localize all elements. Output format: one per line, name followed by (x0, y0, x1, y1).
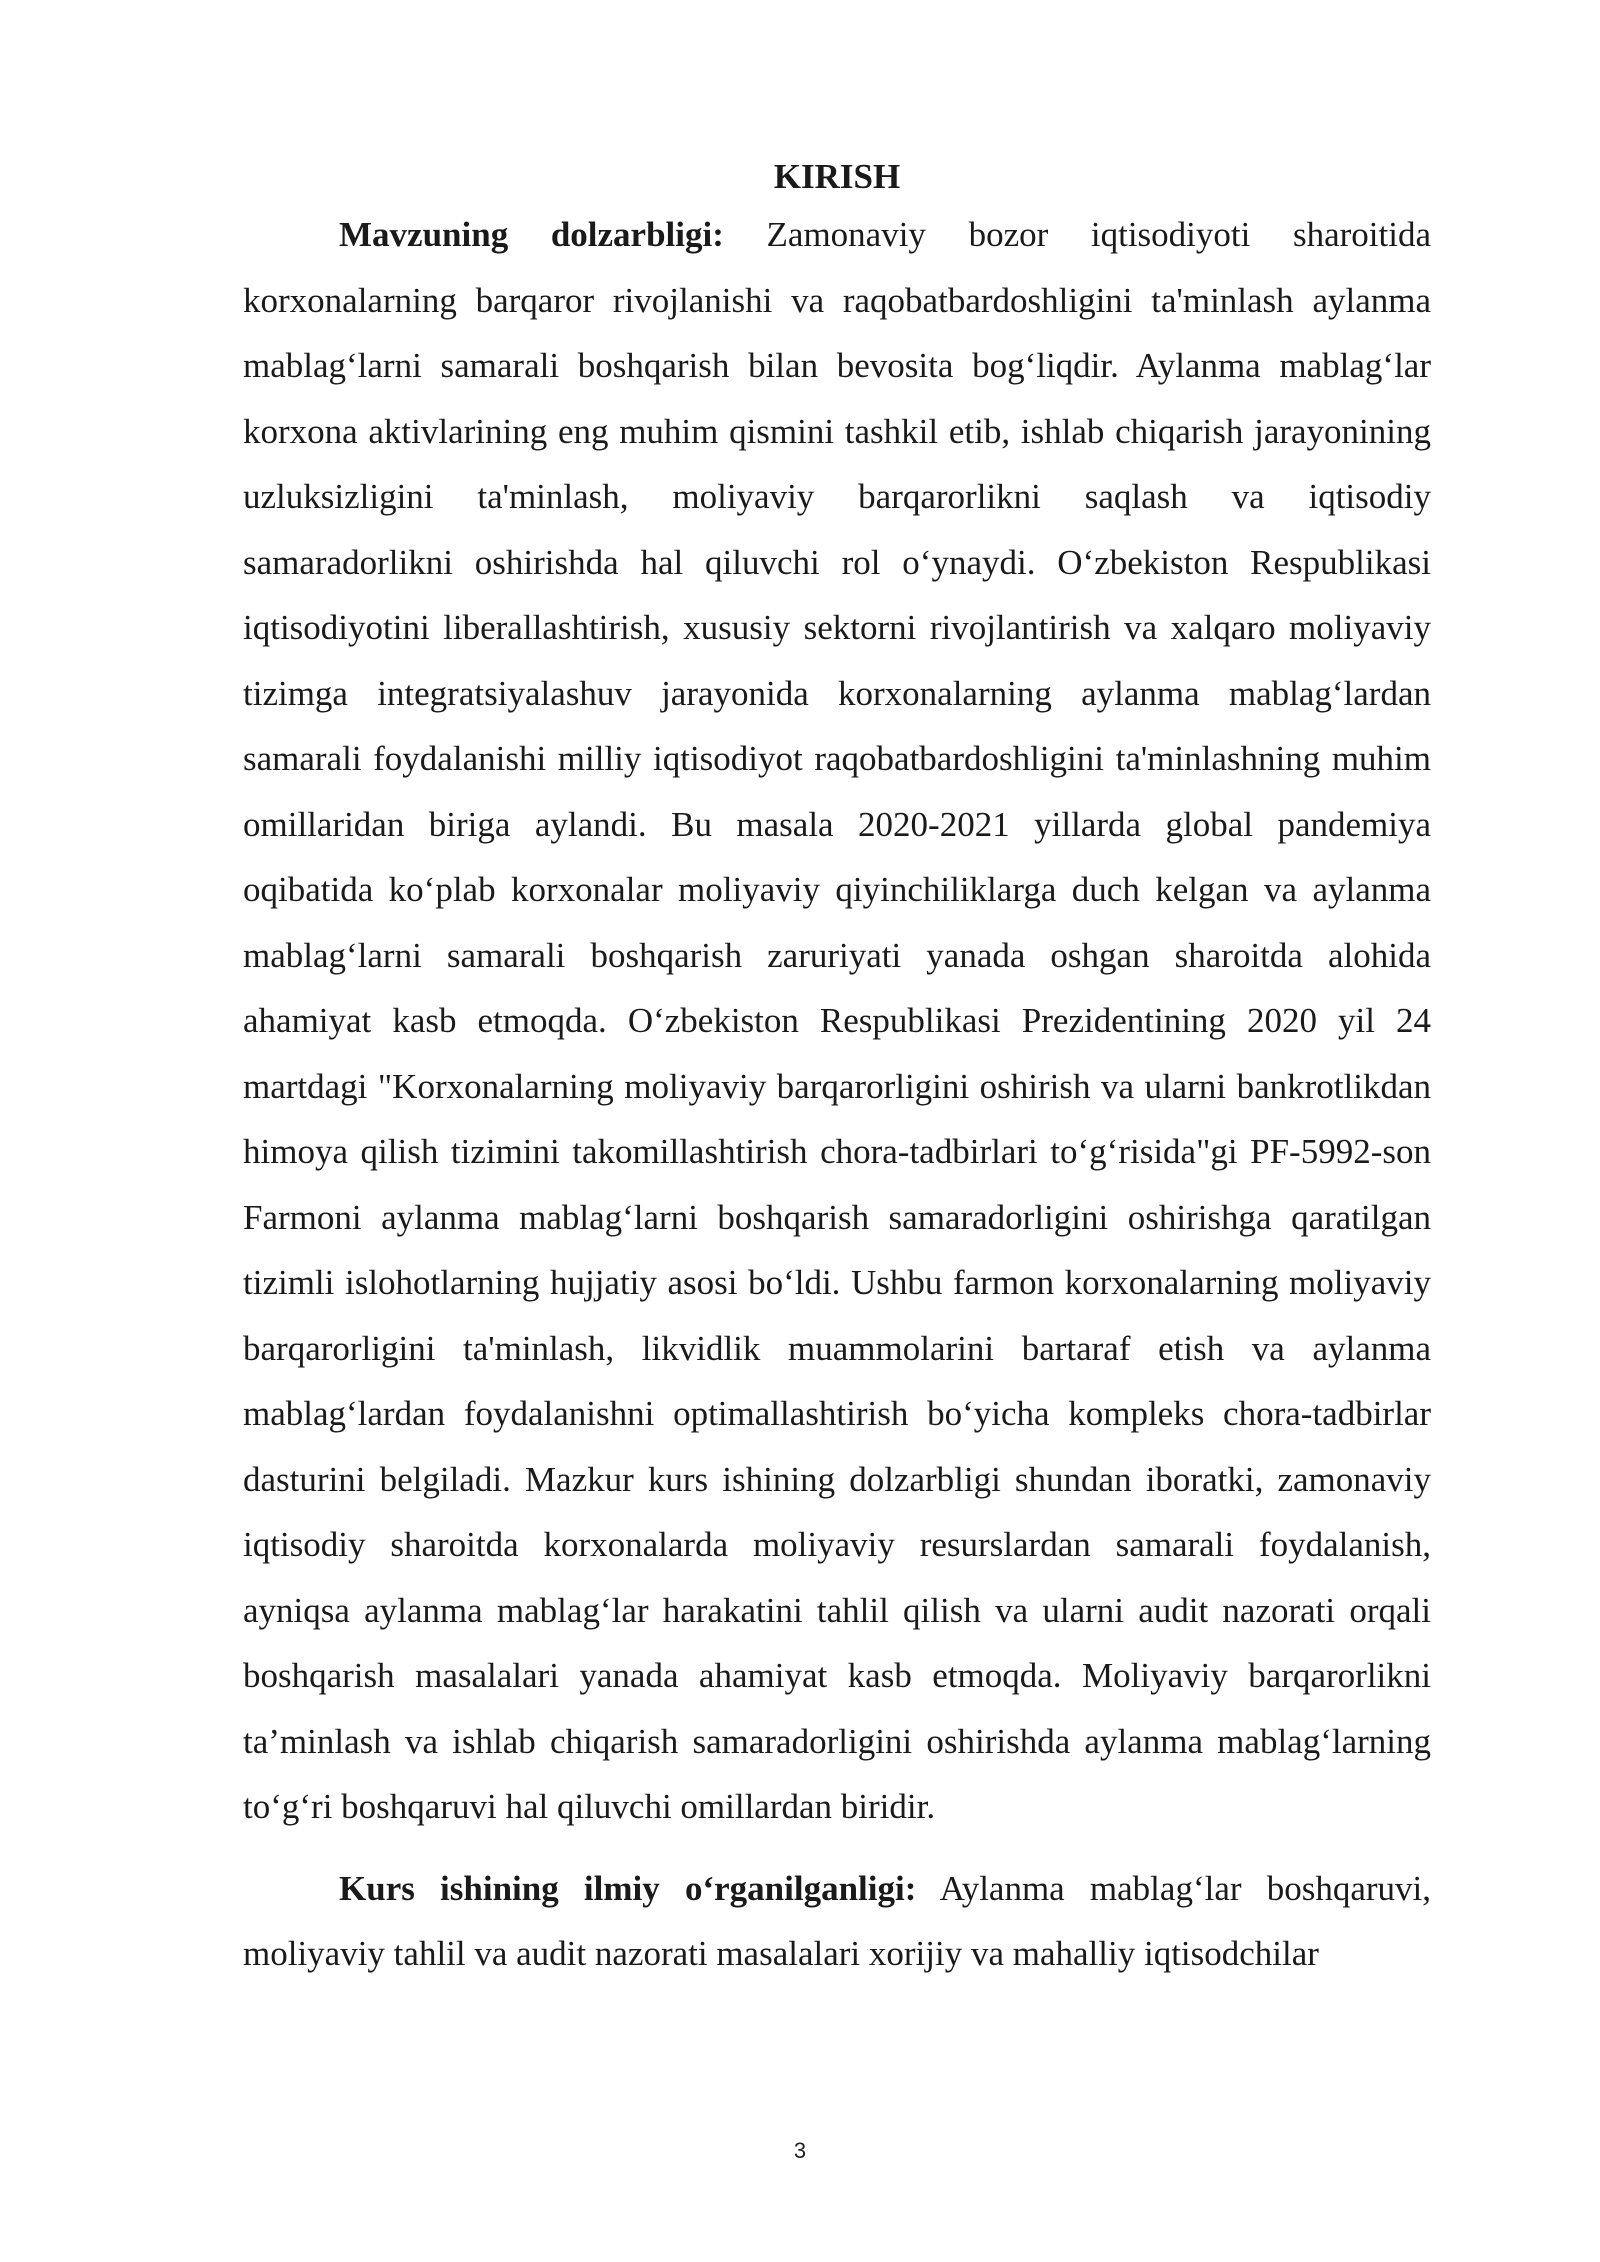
paragraph-lead: Mavzuning dolzarbligi: (339, 215, 724, 254)
paragraph-text: Zamonaviy bozor iqtisodiyoti sharoitida korxonalarning barqaror rivojlanishi va raqobatbardoshligini ta'minlash aylanma mablag‘larni samarali boshqarish bilan bevosita bog‘liqdir. Aylanma mablag‘lar korxona aktivlarining eng muhim qismini tashkil etib, ishlab chiqarish jarayonining uzluksizligini ta'minlash, moliyaviy barqarorlikni saqlash va iqtisodiy samaradorlikni oshirishda hal qiluvchi rol o‘ynaydi. O‘zbekiston Respublikasi iqtisodiyotini liberallashtirish, xususiy sektorni rivojlantirish va xalqaro moliyaviy tizimga integratsiyalashuv jarayonida korxonalarning aylanma mablag‘lardan samarali foydalanishi milliy iqtisodiyot raqobatbardoshligini ta'minlashning muhim omillaridan biriga aylandi. Bu masala 2020-2021 yillarda global pandemiya oqibatida ko‘plab korxonalar moliyaviy qiyinchiliklarga duch kelgan va aylanma mablag‘larni samarali boshqarish zaruriyati yanada oshgan sharoitda alohida ahamiyat kasb etmoqda. O‘zbekiston Respublikasi Prezidentining 2020 yil 24 martdagi "Korxonalarning moliyaviy barqarorligini oshirish va ularni bankrotlikdan himoya qilish tizimini takomillashtirish chora-tadbirlari to‘g‘risida"gi PF-5992-son Farmoni aylanma mablag‘larni boshqarish samaradorligini oshirishga qaratilgan tizimli islohotlarning hujjatiy asosi bo‘ldi. Ushbu farmon korxonalarning moliyaviy barqarorligini ta'minlash, likvidlik muammolarini bartaraf etish va aylanma mablag‘lardan foydalanishni optimallashtirish bo‘yicha kompleks chora-tadbirlar dasturini belgiladi. Mazkur kurs ishining dolzarbligi shundan iboratki, zamonaviy iqtisodiy sharoitda korxonalarda moliyaviy resurslardan samarali foydalanish, ayniqsa aylanma mablag‘lar harakatini tahlil qilish va ularni audit nazorati orqali boshqarish masalalari yanada ahamiyat kasb etmoqda. Moliyaviy barqarorlikni ta’minlash va ishlab chiqarish samaradorligini oshirishda aylanma mablag‘larning to‘g‘ri boshqaruvi hal qiluvchi omillardan biridir. (243, 215, 1432, 1826)
document-body (243, 152, 1431, 1987)
paragraph-study-level (243, 1856, 1431, 1987)
paragraph-lead: Kurs ishining ilmiy o‘rganilganligi: (339, 1868, 917, 1908)
page-number: 3 (793, 2138, 807, 2163)
paragraph-relevance (243, 202, 1431, 1840)
paragraph-text: Aylanma mablag‘lar boshqaruvi, moliyaviy tahlil va audit nazorati masalalari xorijiy va mahalliy iqtisodchilar (243, 1868, 1431, 1973)
page-title: KIRISH (773, 157, 901, 196)
